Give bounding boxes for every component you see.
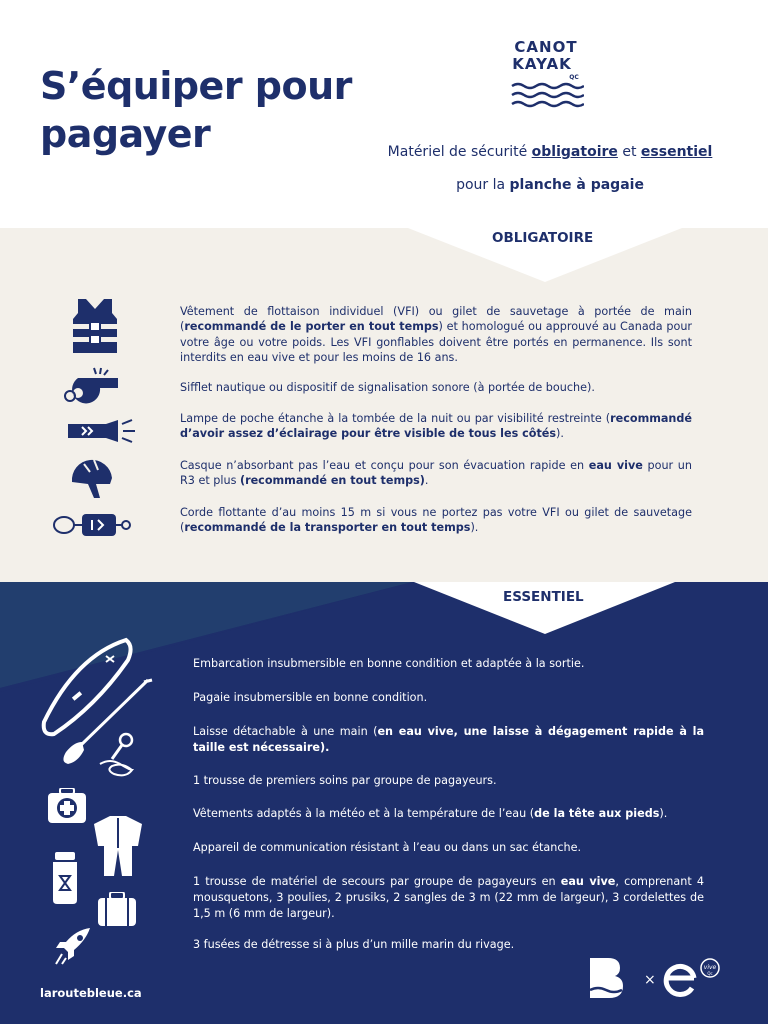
essentiel-item-vetements: Vêtements adaptés à la météo et à la température de l’eau (de la tête aux pieds). — [193, 807, 668, 820]
wetsuit-icon — [92, 814, 144, 876]
essentiel-item-trousse-secours: 1 trousse de matériel de secours par groupe de pagayeurs en eau vive, comprenant 4 mousquetons, 3 poulies, 2 prusiks, 2 sangles de 3 m (22 mm de largeur), 3 cordelettes de 1,5 m (6 mm de largeur). — [193, 875, 704, 920]
page-title — [40, 62, 352, 158]
throw-rope-icon — [52, 510, 132, 540]
obligatoire-item-lampe: Lampe de poche étanche à la tombée de la nuit ou par visibilité restreinte (recommandé d’avoir assez d’éclairage pour être visible de tous les côtés). — [180, 412, 692, 441]
subtitle-obligatoire: obligatoire — [531, 144, 618, 160]
obligatoire-tab — [0, 228, 768, 284]
eau-vive-logo — [666, 959, 719, 994]
svg-text:CANOT: CANOT — [514, 38, 578, 56]
essentiel-item-trousse-soins: 1 trousse de premiers soins par groupe de pagayeurs. — [193, 774, 497, 787]
essentiel-item-pagaie: Pagaie insubmersible en bonne condition. — [193, 691, 428, 704]
essentiel-item-communication: Appareil de communication résistant à l’eau ou dans un sac étanche. — [193, 841, 582, 854]
eau-vive-text: vive — [703, 964, 717, 971]
partner-separator: × — [644, 972, 656, 988]
essentiel-label: ESSENTIEL — [503, 589, 584, 605]
life-vest-icon — [70, 297, 120, 355]
rescue-kit-icon — [96, 892, 138, 928]
dry-bag-icon — [50, 852, 80, 904]
obligatoire-item-corde: Corde flottante d’au moins 15 m si vous ne portez pas votre VFI ou gilet de sauvetage (recommandé de la transporter en tout temps). — [180, 506, 692, 535]
partner-logos — [586, 954, 726, 1000]
obligatoire-label: OBLIGATOIRE — [492, 230, 594, 246]
route-bleue-logo — [590, 958, 623, 998]
obligatoire-item-casque: Casque n’absorbant pas l’eau et conçu pour son évacuation rapide en eau vive pour un R3 et plus (recommandé en tout temps). — [180, 459, 692, 488]
obligatoire-item-vfi: Vêtement de flottaison individuel (VFI) ou gilet de sauvetage à portée de main (recommandé de le porter en tout temps) et homologué ou approuvé au Canada pour votre âge ou votre poids. Les VFI gonflables doivent être portés en permanence. Ils sont interdits en eau vive et pour les moins de 16 ans. — [180, 305, 693, 364]
canot-kayak-logo — [508, 36, 584, 108]
subtitle-essentiel: essentiel — [640, 144, 713, 160]
essentiel-item-embarcation: Embarcation insubmersible en bonne condition et adaptée à la sortie. — [193, 657, 585, 670]
website-link[interactable]: laroutebleue.ca — [40, 986, 142, 1000]
leash-icon — [94, 730, 144, 780]
flare-icon — [54, 926, 94, 966]
first-aid-kit-icon — [46, 788, 88, 824]
svg-text:KAYAK: KAYAK — [512, 55, 572, 73]
helmet-icon — [70, 456, 114, 500]
title-line-1: S’équiper pour — [40, 64, 352, 108]
obligatoire-item-sifflet: Sifflet nautique ou dispositif de signalisation sonore (à portée de bouche). — [180, 381, 595, 394]
svg-text:QC: QC — [569, 74, 579, 81]
whistle-icon — [64, 366, 122, 406]
subtitle-planche: planche à pagaie — [509, 177, 644, 193]
title-line-2: pagayer — [40, 112, 211, 156]
eau-vive-qc: Qc — [707, 971, 713, 976]
page-subtitle: Matériel de sécurité obligatoire et essentiel pour la planche à pagaie — [387, 144, 713, 193]
flashlight-icon — [66, 418, 136, 444]
essentiel-item-fusees: 3 fusées de détresse si à plus d’un mille marin du rivage. — [193, 938, 515, 951]
essentiel-item-laisse: Laisse détachable à une main (en eau vive, une laisse à dégagement rapide à la taille est nécessaire). — [193, 725, 705, 754]
